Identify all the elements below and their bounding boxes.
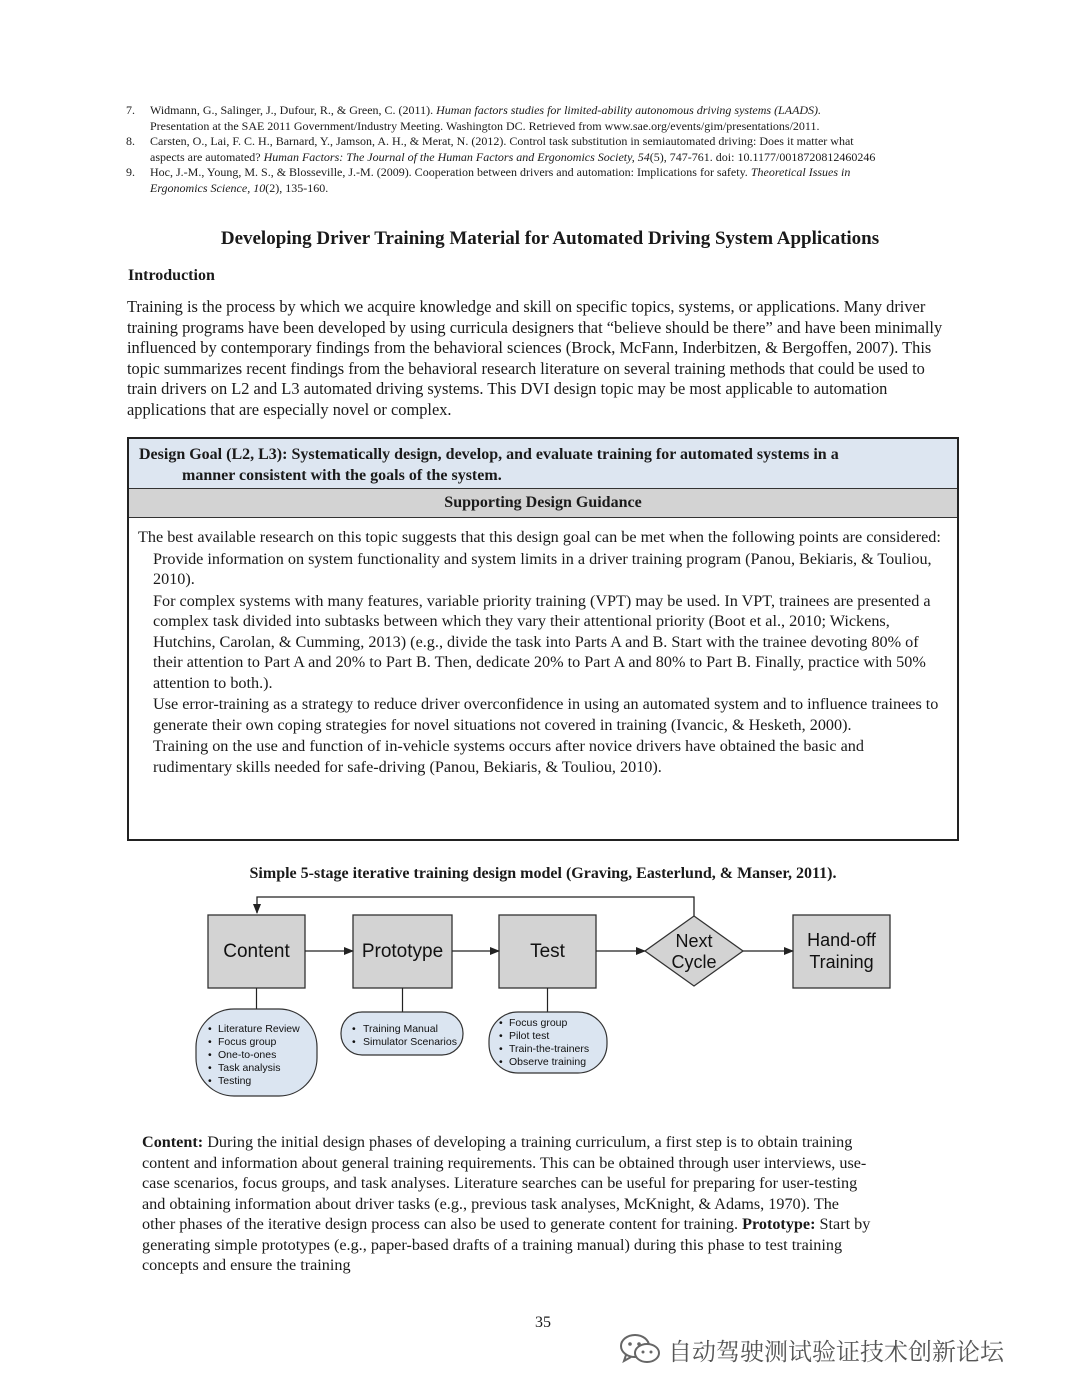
- test-activity-item: •: [499, 1043, 503, 1055]
- guidance-point: Training on the use and function of in-vehicle systems occurs after novice drivers have obtained the basic and rudimentary skills needed for safe-driving (Panou, Bekiaris, & Touliou, 2010).: [153, 737, 864, 776]
- content-activity-item: •: [208, 1062, 212, 1074]
- guidance-body: [129, 518, 957, 777]
- content-activity-item: Testing: [218, 1075, 252, 1087]
- test-activity-item: Observe training: [509, 1056, 587, 1068]
- reference-item: [126, 103, 966, 134]
- prototype-stage-label: Prototype: [361, 941, 444, 962]
- design-goal-header: [129, 439, 957, 489]
- introduction-paragraph: Training is the process by which we acquire knowledge and skill on specific topics, systems, or applications. Many driver training programs have been developed by using curricula designers that “believe should be there” and have been minimally influenced by contemporary findings from the behavioral sciences (Brock, McFann, Inderbitzen, & Bergoffen, 2007). This topic summarizes recent findings from the behavioral research literature on several training methods that could be used to train drivers on L2 and L3 automated driving systems. This DVI design topic may be most applicable to automation applications that are especially novel or complex.: [127, 297, 943, 419]
- page-number: 35: [535, 1314, 551, 1331]
- content-paragraph: [142, 1132, 872, 1276]
- reference-line: Widmann, G., Salinger, J., Dufour, R., & Green, C. (2011). Human factors studies for limited-ability autonomous driving systems (LAADS).: [150, 103, 822, 117]
- reference-list: [126, 103, 966, 196]
- design-goal-box: [127, 437, 959, 841]
- test-activity-item: •: [499, 1030, 503, 1042]
- guidance-point: Provide information on system functionality and system limits in a driver training program (Panou, Bekiaris, & Touliou, 2010).: [153, 549, 932, 588]
- content-activity-item: Focus group: [218, 1036, 277, 1048]
- wechat-icon: [618, 1332, 662, 1366]
- content-activity-item: Literature Review: [218, 1023, 300, 1035]
- content-label: Content:: [142, 1133, 204, 1151]
- prototype-activity-item: •: [352, 1036, 356, 1048]
- content-activity-item: •: [208, 1075, 212, 1087]
- watermark: [618, 1331, 1004, 1367]
- reference-line: Hoc, J.-M., Young, M. S., & Blosseville, J.-M. (2009). Cooperation between drivers and automation: Implications for safety. Theoretical Issues in: [150, 165, 851, 179]
- test-activity-item: Pilot test: [509, 1030, 550, 1042]
- content-activity-item: •: [208, 1023, 212, 1035]
- content-stage-label: Content: [223, 941, 290, 962]
- reference-number: 7.: [126, 103, 135, 117]
- prototype-text: Start by generating simple prototypes (e.g., paper-based drafts of a training manual) during this phase to test training concepts and ensure the training: [142, 1215, 871, 1274]
- design-goal-line: manner consistent with the goals of the system.: [182, 467, 502, 484]
- next-cycle-diamond: [645, 916, 743, 986]
- guidance-point: For complex systems with many features, variable priority training (VPT) may be used. In VPT, trainees are presented a complex task divided into subtasks between which they vary their attentional priority (Boot et al., 2010; Wickens, Hutchins, Carolan, & Cumming, 2013) (e.g., divide the task into Parts A and B. Start with the trainee devoting 80% of their attention to Part A and 20% to Part B. Then, dedicate 20% to Part A and 80% to Part B. Finally, practice with 50% attention to both.).: [153, 591, 931, 692]
- reference-line: Ergonomics Science, 10(2), 135-160.: [150, 180, 329, 195]
- next-cycle-label: Cycle: [671, 952, 717, 972]
- introduction-heading: Introduction: [128, 267, 215, 284]
- design-goal-line: Design Goal (L2, L3): Systematically design, develop, and evaluate training for automated systems in a: [139, 446, 839, 463]
- reference-line: Carsten, O., Lai, F. C. H., Barnard, Y., Jamson, A. H., & Merat, N. (2012). Control task substitution in semiautomated driving: Does it matter what: [150, 134, 854, 148]
- content-text: During the initial design phases of developing a training curriculum, a first step is to obtain training content and information about general training requirements. This can be obtained through user interviews, use-case scenarios, focus groups, and task analyses. Literature searches can be useful for preparing for user-testing and obtaining information about driver tasks (e.g., previous task analyses, McKnight, & Adams, 1970). The other phases of the iterative design process can also be used to generate content for training.: [142, 1133, 867, 1233]
- prototype-label: Prototype:: [742, 1215, 816, 1233]
- supporting-guidance-header: Supporting Design Guidance: [129, 489, 957, 518]
- reference-line: Presentation at the SAE 2011 Government/Industry Meeting. Washington DC. Retrieved from www.sae.org/events/gim/presentations/2011.: [150, 118, 820, 133]
- test-activity-item: Focus group: [509, 1017, 568, 1029]
- next-cycle-label: Next: [675, 931, 713, 951]
- test-activity-item: •: [499, 1056, 503, 1068]
- prototype-activity-item: Simulator Scenarios: [363, 1036, 457, 1048]
- content-activity-item: •: [208, 1036, 212, 1048]
- feedback-loop-arrow: [257, 897, 694, 916]
- training-design-diagram: [190, 893, 910, 1113]
- test-stage-label: Test: [530, 941, 565, 962]
- reference-item: [126, 165, 966, 196]
- test-activity-item: •: [499, 1017, 503, 1029]
- content-activity-item: Task analysis: [218, 1062, 281, 1074]
- reference-item: [126, 134, 966, 165]
- handoff-stage-label: Training: [809, 952, 874, 972]
- guidance-point: Use error-training as a strategy to reduce driver overconfidence in using an automated system and to influence trainees to generate their own coping strategies for novel situations not covered in training (Ivancic, & Hesketh, 2000).: [153, 695, 939, 734]
- prototype-activity-item: •: [352, 1023, 356, 1035]
- guidance-lead: The best available research on this topic suggests that this design goal can be met when the following points are considered:: [138, 528, 941, 546]
- diagram-svg: [190, 893, 910, 1108]
- content-activity-item: •: [208, 1049, 212, 1061]
- reference-number: 9.: [126, 165, 135, 179]
- handoff-stage-label: Hand-off: [807, 930, 876, 950]
- reference-line: aspects are automated? Human Factors: The Journal of the Human Factors and Ergonomics Society, 54(5), 747-761. doi: 10.1177/0018720812460246: [150, 149, 876, 164]
- figure-caption: Simple 5-stage iterative training design model (Graving, Easterlund, & Manser, 2011).: [249, 865, 837, 882]
- test-activity-item: Train-the-trainers: [509, 1043, 590, 1055]
- content-activity-item: One-to-ones: [218, 1049, 277, 1061]
- watermark-text: 自动驾驶测试验证技术创新论坛: [668, 1337, 1004, 1366]
- section-title: Developing Driver Training Material for Automated Driving System Applications: [220, 228, 880, 249]
- reference-number: 8.: [126, 134, 135, 148]
- prototype-activity-item: Training Manual: [363, 1023, 438, 1035]
